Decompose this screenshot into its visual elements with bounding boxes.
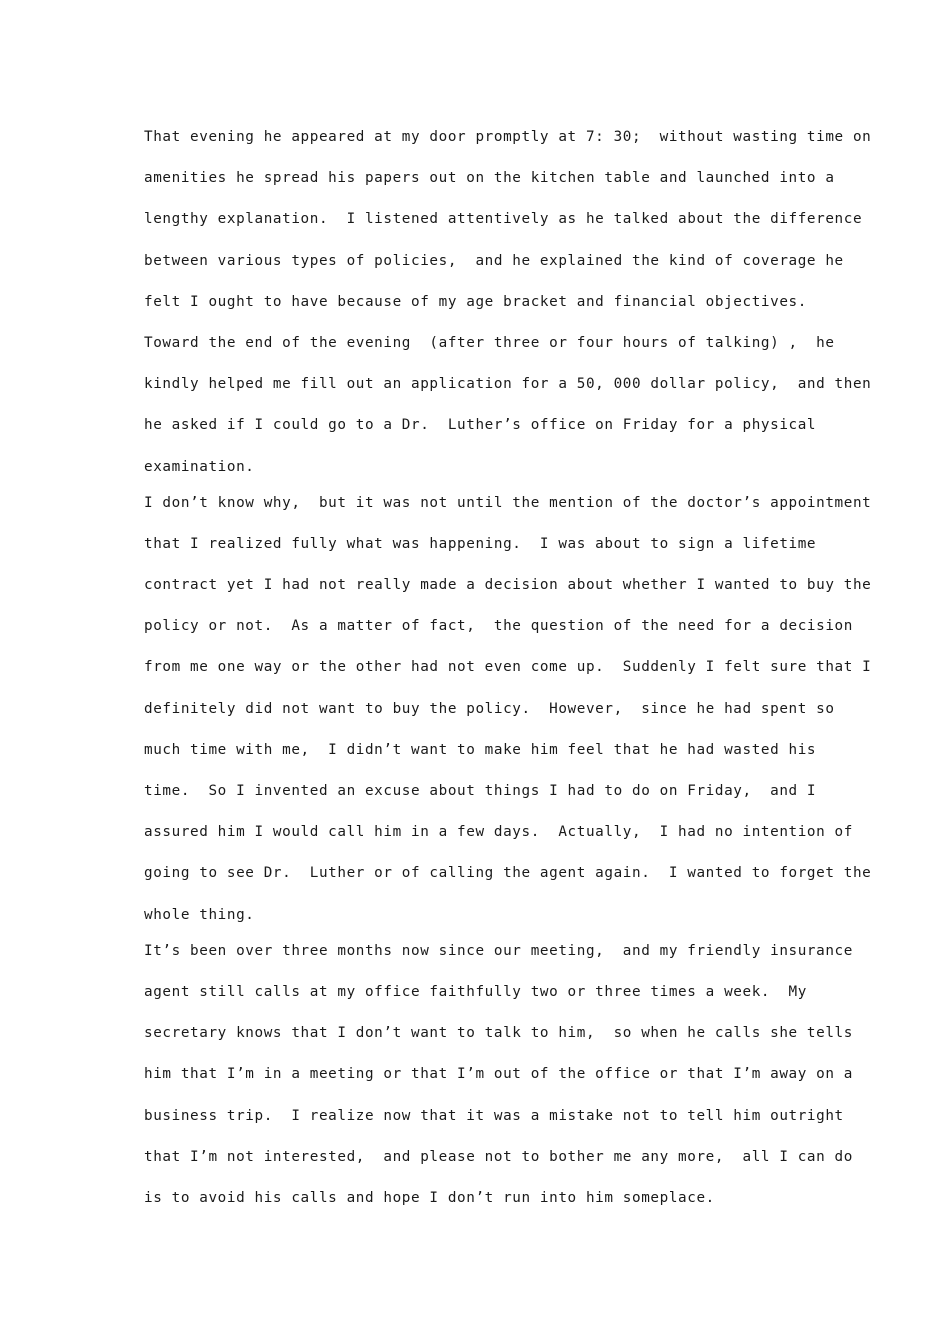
text-line: examination. xyxy=(144,458,255,475)
text-line: much time with me, I didn’t want to make him feel that he had wasted his xyxy=(144,741,817,758)
text-line: time. So I invented an excuse about things I had to do on Friday, and I xyxy=(144,783,817,799)
text-line: between various types of policies, and he explained the kind of coverage he xyxy=(144,252,844,269)
text-line: kindly helped me fill out an application for a 50, 000 dollar policy, and then xyxy=(144,376,872,393)
text-line: him that I’m in a meeting or that I’m out of the office or that I’m away on a xyxy=(144,1066,853,1083)
document-body xyxy=(144,117,872,1219)
text-line: I don’t know why, but it was not until the mention of the doctor’s appointment xyxy=(144,494,872,511)
text-line: felt I ought to have because of my age bracket and financial objectives. xyxy=(144,293,807,310)
text-line: amenities he spread his papers out on the kitchen table and launched into a xyxy=(144,170,835,187)
text-line: That evening he appeared at my door promptly at 7: 30; without wasting time on xyxy=(144,129,872,145)
text-line: that I realized fully what was happening. I was about to sign a lifetime xyxy=(144,535,817,552)
text-line: going to see Dr. Luther or of calling the agent again. I wanted to forget the xyxy=(144,865,872,882)
text-line: agent still calls at my office faithfully two or three times a week. My xyxy=(144,983,807,1000)
paragraph-3 xyxy=(144,931,853,1219)
text-line: lengthy explanation. I listened attentively as he talked about the difference xyxy=(144,211,863,228)
text-line: is to avoid his calls and hope I don’t run into him someplace. xyxy=(144,1189,715,1206)
text-line: business trip. I realize now that it was a mistake not to tell him outright xyxy=(144,1107,844,1124)
paragraph-2 xyxy=(144,483,872,936)
text-line: assured him I would call him in a few days. Actually, I had no intention of xyxy=(144,824,853,841)
text-line: contract yet I had not really made a decision about whether I wanted to buy the xyxy=(144,577,872,594)
text-line: It’s been over three months now since our meeting, and my friendly insurance xyxy=(144,942,853,959)
text-line: that I’m not interested, and please not to bother me any more, all I can do xyxy=(144,1148,853,1165)
paragraph-1 xyxy=(144,117,872,488)
text-line: definitely did not want to buy the policy. However, since he had spent so xyxy=(144,700,835,717)
text-line: he asked if I could go to a Dr. Luther’s office on Friday for a physical xyxy=(144,417,817,434)
text-line: whole thing. xyxy=(144,906,255,923)
text-line: from me one way or the other had not even come up. Suddenly I felt sure that I xyxy=(144,659,872,676)
text-line: policy or not. As a matter of fact, the question of the need for a decision xyxy=(144,618,853,635)
text-line: secretary knows that I don’t want to talk to him, so when he calls she tells xyxy=(144,1025,853,1042)
text-line: Toward the end of the evening (after three or four hours of talking) , he xyxy=(144,334,835,351)
